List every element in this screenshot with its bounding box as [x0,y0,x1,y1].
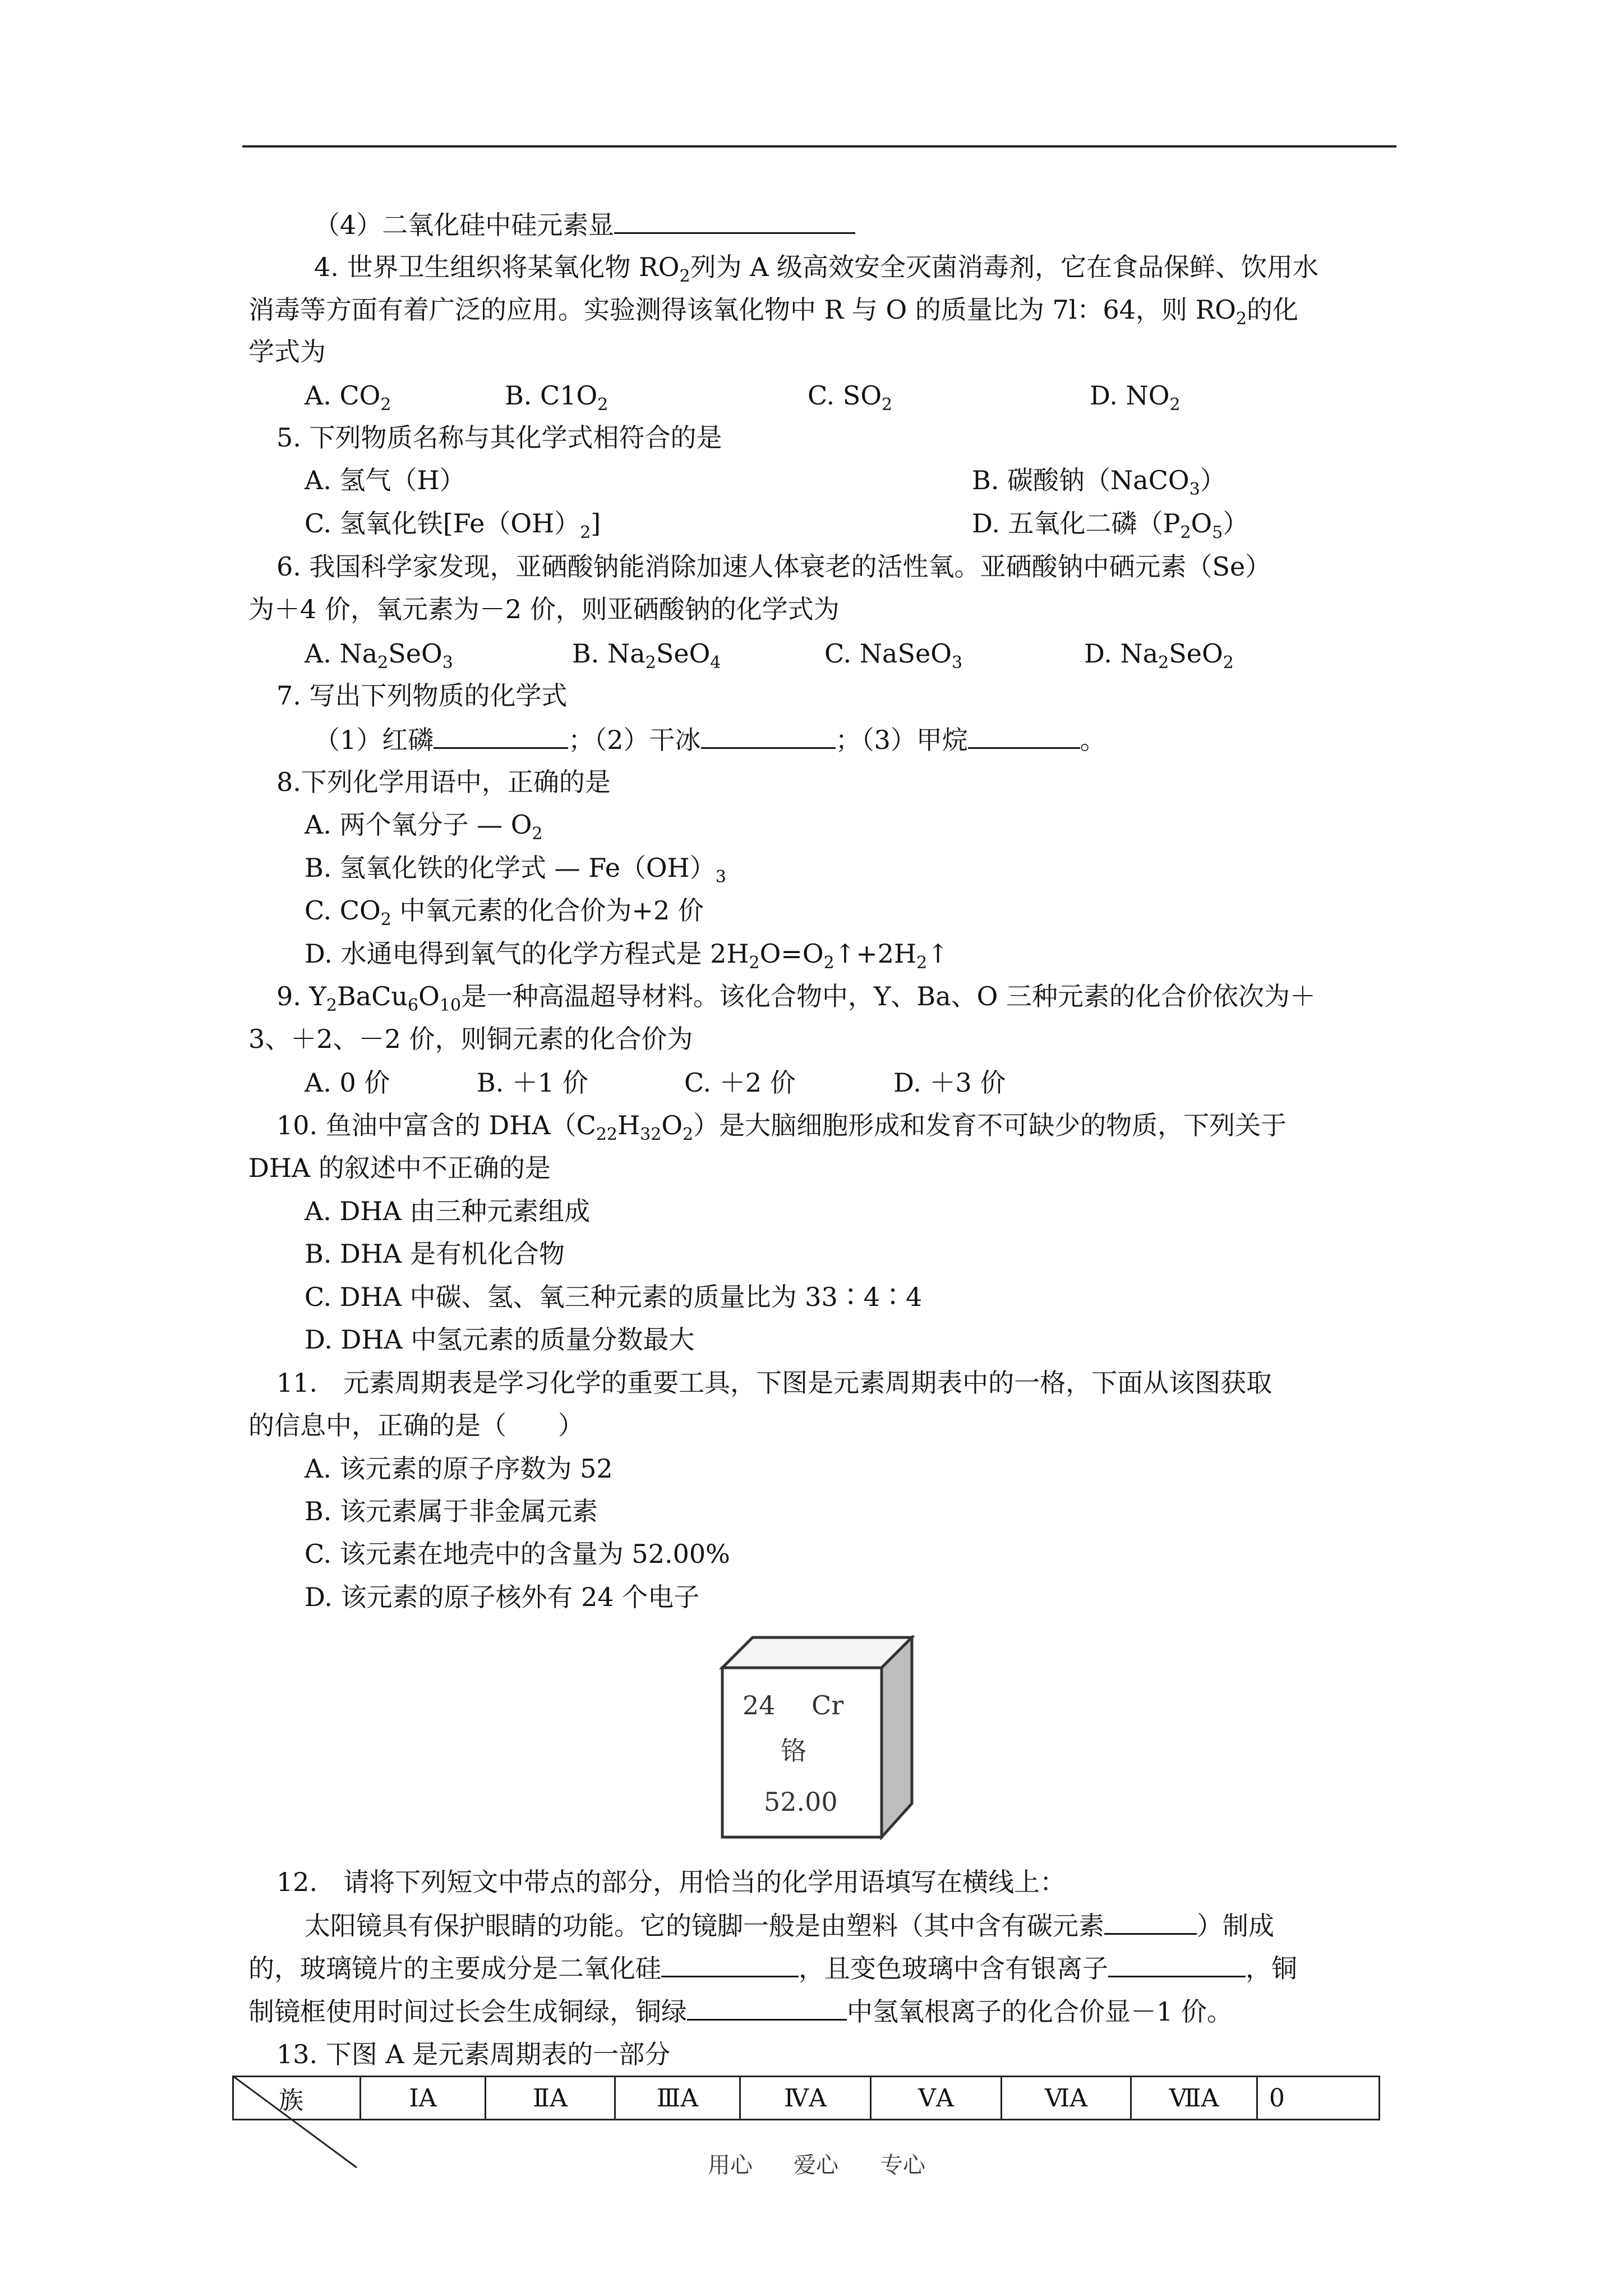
element-mass: 52.00 [764,1787,838,1817]
group-4a: ⅣA [740,2077,871,2120]
q3-part4: （4）二氧化硅中硅元素显 [314,208,855,242]
q10-option-a[interactable]: A. DHA 由三种元素组成 [305,1196,591,1226]
q4-option-c[interactable]: C. $SO_2$ [808,380,893,415]
q11-option-d[interactable]: D. 该元素的原子核外有 24 个电子 [305,1582,700,1612]
q5-option-b[interactable]: B. 碳酸钠（NaCO$_3$） [972,465,1226,499]
footer-text-2: 爱心 [794,2152,838,2178]
answer-blank-hydroxide[interactable] [687,1994,847,2021]
group-1a: ⅠA [361,2077,486,2120]
q12-line3: 的，玻璃镜片的主要成分是二氧化硅 ，且变色玻璃中含有银离子 ，铜 [248,1951,1297,1985]
q8-option-b[interactable]: B. 氢氧化铁的化学式 — $Fe(OH)_3$ [305,853,726,887]
q12-line2: 太阳镜具有保护眼睛的功能。它的镜脚一般是由塑料（其中含有碳元素 ）制成 [305,1908,1274,1943]
q8-option-c[interactable]: C. $CO_2$ 中氧元素的化合价为+2 价 [305,895,704,930]
group-2a: ⅡA [486,2077,615,2120]
element-number: 24 [743,1690,776,1720]
q11-option-c[interactable]: C. 该元素在地壳中的含量为 52.00% [305,1539,730,1569]
q12-line4: 制镜框使用时间过长会生成铜绿，铜绿 中氢氧根离子的化合价显－1 价。 [248,1994,1233,2028]
q11-option-a[interactable]: A. 该元素的原子序数为 52 [305,1453,613,1484]
q4-option-a[interactable]: A. $CO_2$ [305,380,391,415]
q9-line2: 3、＋2、－2 价，则铜元素的化合价为 [248,1024,693,1054]
q8-stem: 8.下列化学用语中，正确的是 [276,767,611,797]
q6-option-d[interactable]: D. $Na_2SeO_2$ [1084,638,1234,673]
q8-option-a[interactable]: A. 两个氧分子 — $O_2$ [305,809,543,844]
q10-line1: 10. 鱼油中富含的 $DHA(C_{22}H_{32}O_2)$是大脑细胞形成和发育不可缺少的物质，下列关于 [276,1110,1287,1144]
q9-option-d[interactable]: D. ＋3 价 [893,1068,1006,1098]
q5-stem: 5. 下列物质名称与其化学式相符合的是 [276,422,722,453]
answer-blank-carbon[interactable] [1104,1908,1197,1935]
answer-blank-dry-ice[interactable] [701,723,836,749]
q4-line2: 消毒等方面有着广泛的应用。实验测得该氧化物中 R 与 O 的质量比为 7l：64，则 $RO_2$的化 [248,295,1299,329]
q4-option-b[interactable]: B. $C1O_2$ [505,380,608,415]
group-0: 0 [1257,2077,1380,2120]
group-header-label: 族 [233,2077,361,2120]
q4-line3: 学式为 [248,337,326,367]
group-7a: ⅦA [1131,2077,1257,2120]
element-name: 铬 [781,1736,806,1766]
answer-blank-silica[interactable] [661,1951,799,1977]
q7-stem: 7. 写出下列物质的化学式 [276,680,568,711]
periodic-group-table [232,2076,1380,2120]
q11-option-b[interactable]: B. 该元素属于非金属元素 [305,1496,598,1526]
q6-line1: 6. 我国科学家发现，亚硒酸钠能消除加速人体衰老的活性氧。亚硒酸钠中硒元素（Se） [276,551,1271,582]
answer-blank-silver-ion[interactable] [1108,1951,1246,1977]
q4-option-d[interactable]: D. $NO_2$ [1090,380,1181,415]
q6-option-a[interactable]: A. $Na_2SeO_3$ [305,638,453,673]
table-diagonal-line [232,2076,367,2171]
q9-option-c[interactable]: C. ＋2 价 [684,1068,796,1098]
element-symbol: Cr [811,1690,844,1720]
header-rule [242,145,1396,148]
answer-blank-red-phosphorus[interactable] [434,723,568,749]
q4-line1: 4. 世界卫生组织将某氧化物 $RO_2$列为 A 级高效安全灭菌消毒剂，它在食品保鲜、饮用水 [314,252,1319,286]
q5-option-a[interactable]: A. 氢气（H） [305,465,465,495]
footer-text-1: 用心 [708,2152,753,2178]
q8-option-d[interactable]: D. 水通电得到氧气的化学方程式是 $2H_2O=O_2↑+2H_2↑$ [305,938,949,973]
q11-line2: 的信息中，正确的是（ ） [248,1410,584,1441]
q12-line1: 12. 请将下列短文中带点的部分，用恰当的化学用语填写在横线上： [276,1867,1066,1897]
answer-blank-methane[interactable] [968,723,1080,749]
q9-option-a[interactable]: A. 0 价 [305,1068,390,1098]
q5-option-d[interactable]: D. 五氧化二磷$(P_2O_5)$ [972,508,1249,542]
q5-option-c[interactable]: C. 氢氧化铁$[Fe(OH)_2]$ [305,508,601,542]
q11-line1: 11. 元素周期表是学习化学的重要工具，下图是元素周期表中的一格，下面从该图获取 [276,1368,1272,1398]
footer-text-3: 专心 [880,2152,925,2178]
q13-stem: 13. 下图 A 是元素周期表的一部分 [276,2039,671,2069]
answer-blank[interactable] [614,208,855,234]
q6-line2: 为＋4 价，氧元素为－2 价，则亚硒酸钠的化学式为 [248,594,840,624]
q6-option-b[interactable]: B. $Na_2SeO_4$ [572,638,721,673]
q10-option-d[interactable]: D. DHA 中氢元素的质量分数最大 [305,1324,695,1355]
group-6a: ⅥA [1002,2077,1131,2120]
q7-parts: （1）红磷 ；（2）干冰 ；（3）甲烷 。 [314,723,1106,757]
q10-option-c[interactable]: C. DHA 中碳、氢、氧三种元素的质量比为 33∶4∶4 [305,1282,923,1312]
group-5a: ⅤA [871,2077,1002,2120]
table-row [233,2077,1380,2120]
q6-option-c[interactable]: C. NaSeO$_3$ [824,638,963,673]
q9-line1: 9. $Y_2BaCu_6O_{10}$是一种高温超导材料。该化合物中，Y、Ba、O 三种元素的化合价依次为＋ [276,981,1316,1015]
q9-option-b[interactable]: B. ＋1 价 [477,1068,588,1098]
q10-option-b[interactable]: B. DHA 是有机化合物 [305,1239,565,1269]
q10-line2: DHA 的叙述中不正确的是 [248,1153,551,1183]
group-3a: ⅢA [615,2077,740,2120]
element-cell-figure [719,1635,915,1840]
